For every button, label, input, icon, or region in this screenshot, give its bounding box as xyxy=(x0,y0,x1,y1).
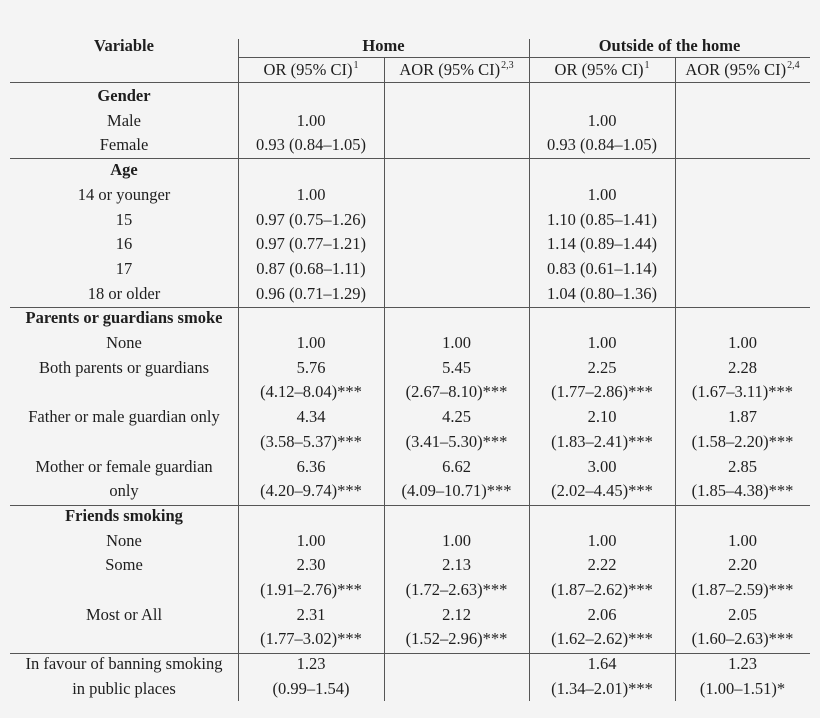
cell-estimate: 0.97 (0.75–1.26) xyxy=(256,209,366,229)
cell-interval: (1.52–2.96)*** xyxy=(405,629,508,649)
cell-estimate: 0.96 (0.71–1.29) xyxy=(256,283,366,303)
cell-interval: (1.77–3.02)*** xyxy=(260,629,362,649)
cell-interval: (1.83–2.41)*** xyxy=(551,431,653,451)
cell-estimate: 1.00 xyxy=(587,530,617,550)
cell-estimate: 1.04 (0.80–1.36) xyxy=(547,283,657,303)
cell-interval: (1.72–2.63)*** xyxy=(405,580,508,599)
row-label: Most or All xyxy=(85,604,163,624)
cell-estimate: 1.14 (0.89–1.44) xyxy=(547,234,657,254)
row-label: 16 xyxy=(115,234,133,254)
row-label: 17 xyxy=(115,258,133,278)
header-col-outside-aor xyxy=(675,58,810,83)
cell-interval: (0.99–1.54) xyxy=(272,678,350,698)
cell-estimate: 1.00 xyxy=(587,184,617,204)
cell-interval: (1.34–2.01)*** xyxy=(551,678,653,698)
cell-estimate: 6.36 xyxy=(296,456,326,476)
cell-interval: (1.87–2.62)*** xyxy=(551,580,653,599)
cell-estimate: 1.00 xyxy=(587,110,617,130)
cell-estimate: 1.00 xyxy=(296,110,326,130)
cell-estimate: 1.10 (0.85–1.41) xyxy=(547,209,657,229)
row-label: Father or male guardian only xyxy=(28,407,220,427)
cell-interval: (4.20–9.74)*** xyxy=(260,481,362,501)
cell-estimate: 2.30 xyxy=(296,555,326,575)
cell-interval: (1.62–2.62)*** xyxy=(551,629,653,649)
cell-estimate: 4.25 xyxy=(442,407,471,427)
row-label: Both parents or guardians xyxy=(38,357,209,377)
rule-header-bottom xyxy=(10,82,810,83)
cell-estimate: 1.00 xyxy=(296,184,326,204)
row-label: 14 or younger xyxy=(77,184,171,204)
row-label: in public places xyxy=(72,678,176,698)
section-title: Gender xyxy=(97,86,151,105)
footnote-marker: 2,4 xyxy=(787,60,800,71)
header-col-home-or xyxy=(238,58,384,83)
cell-interval: (1.87–2.59)*** xyxy=(691,580,794,599)
header-col-home-aor xyxy=(384,58,529,83)
cell-estimate: 0.97 (0.77–1.21) xyxy=(256,234,366,254)
cell-estimate: 2.06 xyxy=(587,604,617,624)
row-label xyxy=(10,627,238,652)
cell-estimate: 1.00 xyxy=(728,530,757,550)
row-label: 18 or older xyxy=(87,283,161,303)
cell-estimate: 0.93 (0.84–1.05) xyxy=(256,135,366,155)
cell-estimate: 2.28 xyxy=(728,357,757,377)
row-label: Some xyxy=(105,555,143,575)
row-label: 15 xyxy=(115,209,133,229)
cell-estimate: 1.23 xyxy=(728,654,757,674)
cell-estimate: 5.76 xyxy=(296,357,326,377)
cell-estimate: 1.00 xyxy=(442,530,471,550)
cell-estimate: 2.25 xyxy=(587,357,617,377)
cell-estimate: 1.87 xyxy=(728,407,757,427)
header-col-label: AOR (95% CI) xyxy=(399,60,501,79)
cell-interval: (1.67–3.11)*** xyxy=(691,382,794,402)
cell-interval: (3.41–5.30)*** xyxy=(405,431,508,451)
cell-estimate: 1.23 xyxy=(296,654,326,674)
cell-estimate: 2.05 xyxy=(728,604,757,624)
cell-estimate: 3.00 xyxy=(587,456,617,476)
rule-header-group xyxy=(238,57,810,58)
cell-estimate: 0.93 (0.84–1.05) xyxy=(547,135,657,155)
cell-interval: (1.91–2.76)*** xyxy=(260,580,362,599)
row-label: None xyxy=(106,530,142,550)
cell-interval: (1.85–4.38)*** xyxy=(691,481,794,501)
cell-interval: (3.58–5.37)*** xyxy=(260,431,362,451)
cell-estimate: 0.87 (0.68–1.11) xyxy=(256,258,366,278)
cell-interval: (1.58–2.20)*** xyxy=(691,431,794,451)
cell-estimate: 5.45 xyxy=(442,357,471,377)
row-label: Female xyxy=(99,135,149,155)
cell-estimate: 4.34 xyxy=(296,407,326,427)
cell-interval: (2.67–8.10)*** xyxy=(405,382,508,402)
footnote-marker: 1 xyxy=(353,60,359,71)
row-label: Mother or female guardian xyxy=(35,456,213,476)
footnote-marker: 2,3 xyxy=(501,60,514,71)
cell-estimate: 0.83 (0.61–1.14) xyxy=(547,258,657,278)
cell-estimate: 2.22 xyxy=(587,555,617,575)
footnote-marker: 1 xyxy=(644,60,650,71)
header-col-label: OR (95% CI) xyxy=(263,60,353,79)
cell-interval: (4.09–10.71)*** xyxy=(401,481,512,501)
cell-estimate: 1.00 xyxy=(296,333,326,352)
cell-estimate: 2.13 xyxy=(442,555,471,575)
row-label xyxy=(10,380,238,405)
cell-estimate: 1.00 xyxy=(442,333,471,352)
header-group-outside: Outside of the home xyxy=(598,36,741,55)
cell-interval: (1.00–1.51)* xyxy=(699,678,786,698)
cell-interval: (1.77–2.86)*** xyxy=(551,382,653,402)
row-label: In favour of banning smoking xyxy=(25,654,223,674)
cell-estimate: 6.62 xyxy=(442,456,471,476)
cell-estimate: 2.12 xyxy=(442,604,471,624)
section-title: Friends smoking xyxy=(65,505,183,525)
row-label: only xyxy=(109,481,139,501)
cell-estimate: 1.00 xyxy=(296,530,326,550)
header-col-label: OR (95% CI) xyxy=(554,60,644,79)
cell-estimate: 2.10 xyxy=(587,407,617,427)
cell-estimate: 1.00 xyxy=(728,333,757,352)
row-label xyxy=(10,578,238,603)
header-col-label: AOR (95% CI) xyxy=(685,60,787,79)
row-label xyxy=(10,430,238,455)
cell-estimate: 1.64 xyxy=(587,654,617,674)
section-title: Age xyxy=(110,160,138,180)
section-title: Parents or guardians smoke xyxy=(25,308,223,328)
cell-estimate: 2.20 xyxy=(728,555,757,575)
cell-estimate: 1.00 xyxy=(587,333,617,352)
cell-interval: (1.60–2.63)*** xyxy=(691,629,794,649)
header-variable: Variable xyxy=(94,36,154,55)
cell-interval: (2.02–4.45)*** xyxy=(551,481,653,501)
cell-estimate: 2.31 xyxy=(296,604,326,624)
cell-estimate: 2.85 xyxy=(728,456,757,476)
header-col-outside-or xyxy=(529,58,675,83)
row-label: None xyxy=(106,333,142,352)
header-group-home: Home xyxy=(362,36,405,55)
row-label: Male xyxy=(107,110,141,130)
cell-interval: (4.12–8.04)*** xyxy=(260,382,362,402)
